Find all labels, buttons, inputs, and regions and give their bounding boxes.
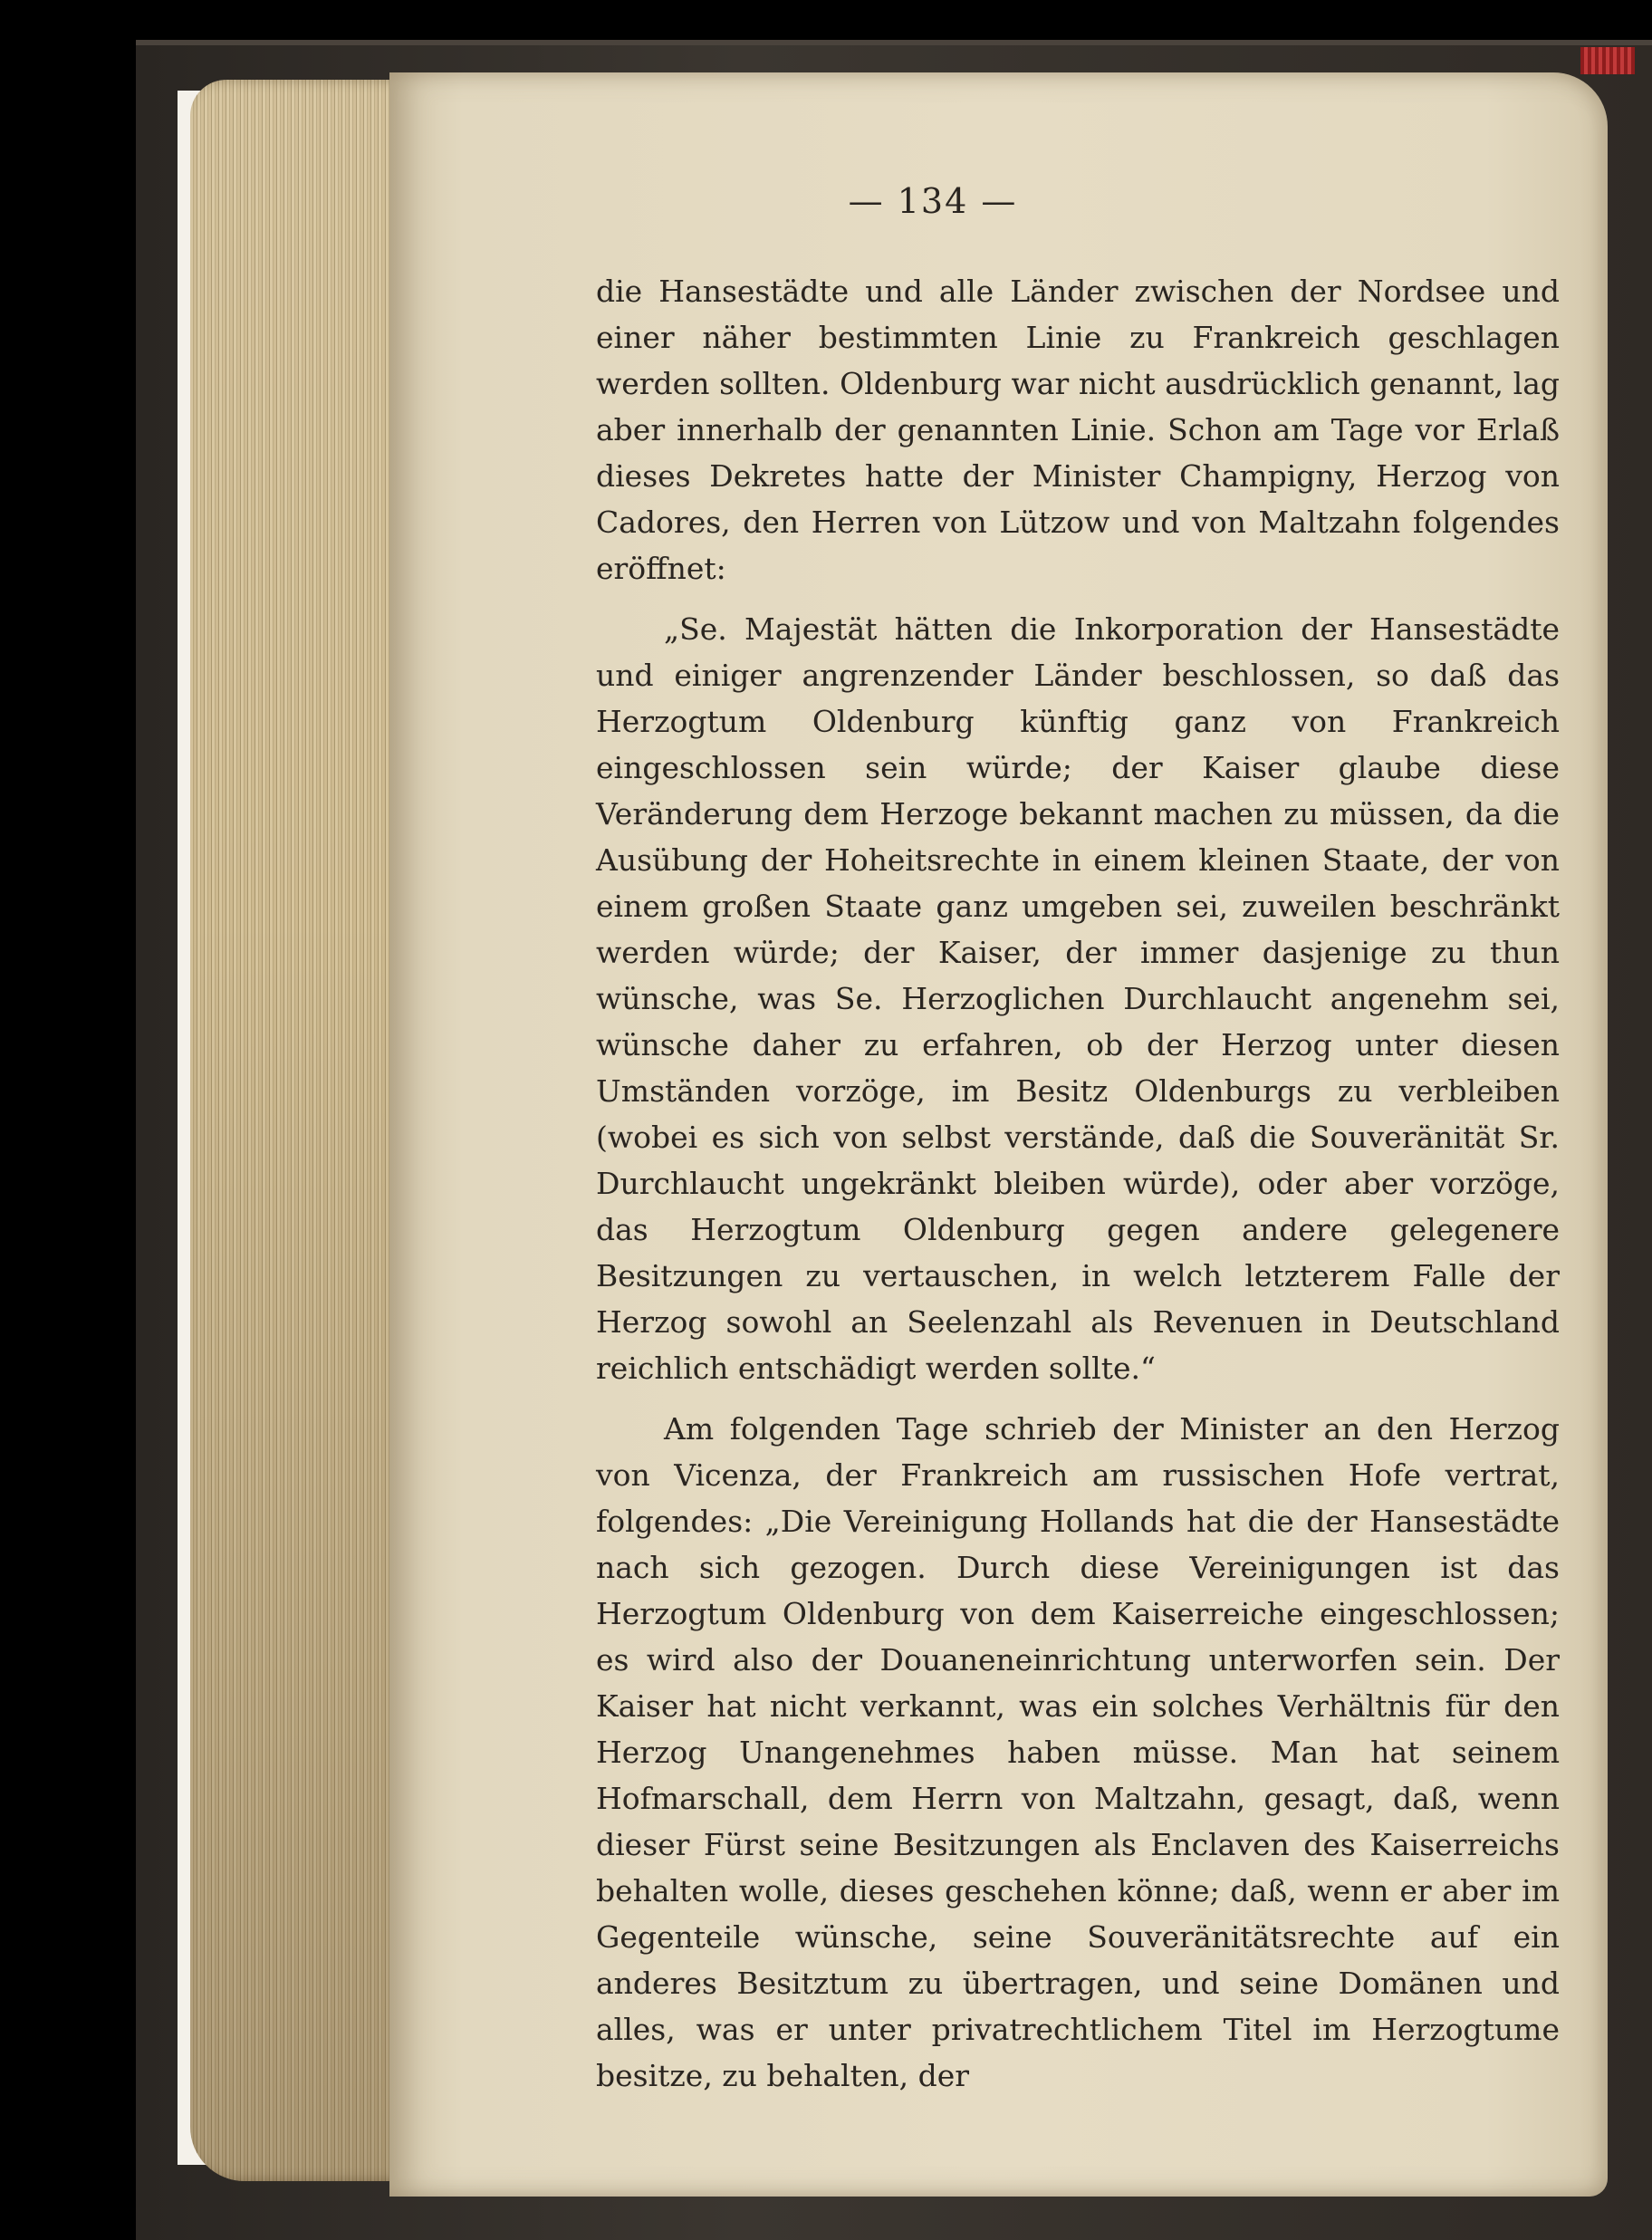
page-edges-shade	[190, 80, 408, 2181]
body-text	[596, 268, 1560, 2099]
page-number: — 134 —	[848, 181, 1018, 221]
paragraph-gap	[596, 1391, 1560, 1406]
paragraph-1: die Hansestädte und alle Länder zwischen der Nordsee und einer näher bestimmten Linie zu Frankreich geschlagen werden sollten. Oldenburg war nicht ausdrücklich genannt, lag aber innerhalb der genannten Linie. Schon am Tage vor Erlaß dieses Dekretes hatte der Minister Champigny, Herzog von Cadores, den Herren von Lützow und von Maltzahn folgendes eröffnet:	[596, 274, 1560, 586]
paragraph-3: Am folgenden Tage schrieb der Minister an den Herzog von Vicenza, der Frankreich am russischen Hofe vertrat, folgendes: „Die Vereinigung Hollands hat die der Hansestädte nach sich gezogen. Durch diese Vereinigungen ist das Herzogtum Oldenburg von dem Kaiserreiche eingeschlossen; es wird also der Douaneneinrichtung unterworfen sein. Der Kaiser hat nicht verkannt, was ein solches Verhältnis für den Herzog Unangenehmes haben müsse. Man hat seinem Hofmarschall, dem Herrn von Maltzahn, gesagt, daß, wenn dieser Fürst seine Besitzungen als Enclaven des Kaiserreichs behalten wolle, dieses geschehen könne; daß, wenn er aber im Gegenteile wünsche, seine Souveränitätsrechte auf ein anderes Besitztum zu übertragen, und seine Domänen und alles, was er unter privatrechtlichem Titel im Herzogtume besitze, zu behalten, der	[596, 1411, 1560, 2093]
paragraph-2-quote: „Se. Majestät hätten die Inkorporation der Hansestädte und einiger angrenzender Länder beschlossen, so daß das Herzogtum Oldenburg künftig ganz von Frankreich eingeschlossen sein würde; der Kaiser glaube diese Veränderung dem Herzoge bekannt machen zu müssen, da die Ausübung der Hoheitsrechte in einem kleinen Staate, der von einem großen Staate ganz umgeben sei, zuweilen beschränkt werden würde; der Kaiser, der immer dasjenige zu thun wünsche, was Se. Herzoglichen Durchlaucht angenehm sei, wünsche daher zu erfahren, ob der Herzog unter diesen Umständen vorzöge, im Besitz Oldenburgs zu verbleiben (wobei es sich von selbst verstände, daß die Souveränität Sr. Durchlaucht ungekränkt bleiben würde), oder aber vorzöge, das Herzogtum Oldenburg gegen andere gelegenere Besitzungen zu vertauschen, in welch letzterem Falle der Herzog sowohl an Seelenzahl als Revenuen in Deutschland reichlich entschädigt werden sollte.“	[596, 611, 1560, 1386]
headband	[1580, 47, 1635, 74]
paragraph-gap	[596, 591, 1560, 606]
